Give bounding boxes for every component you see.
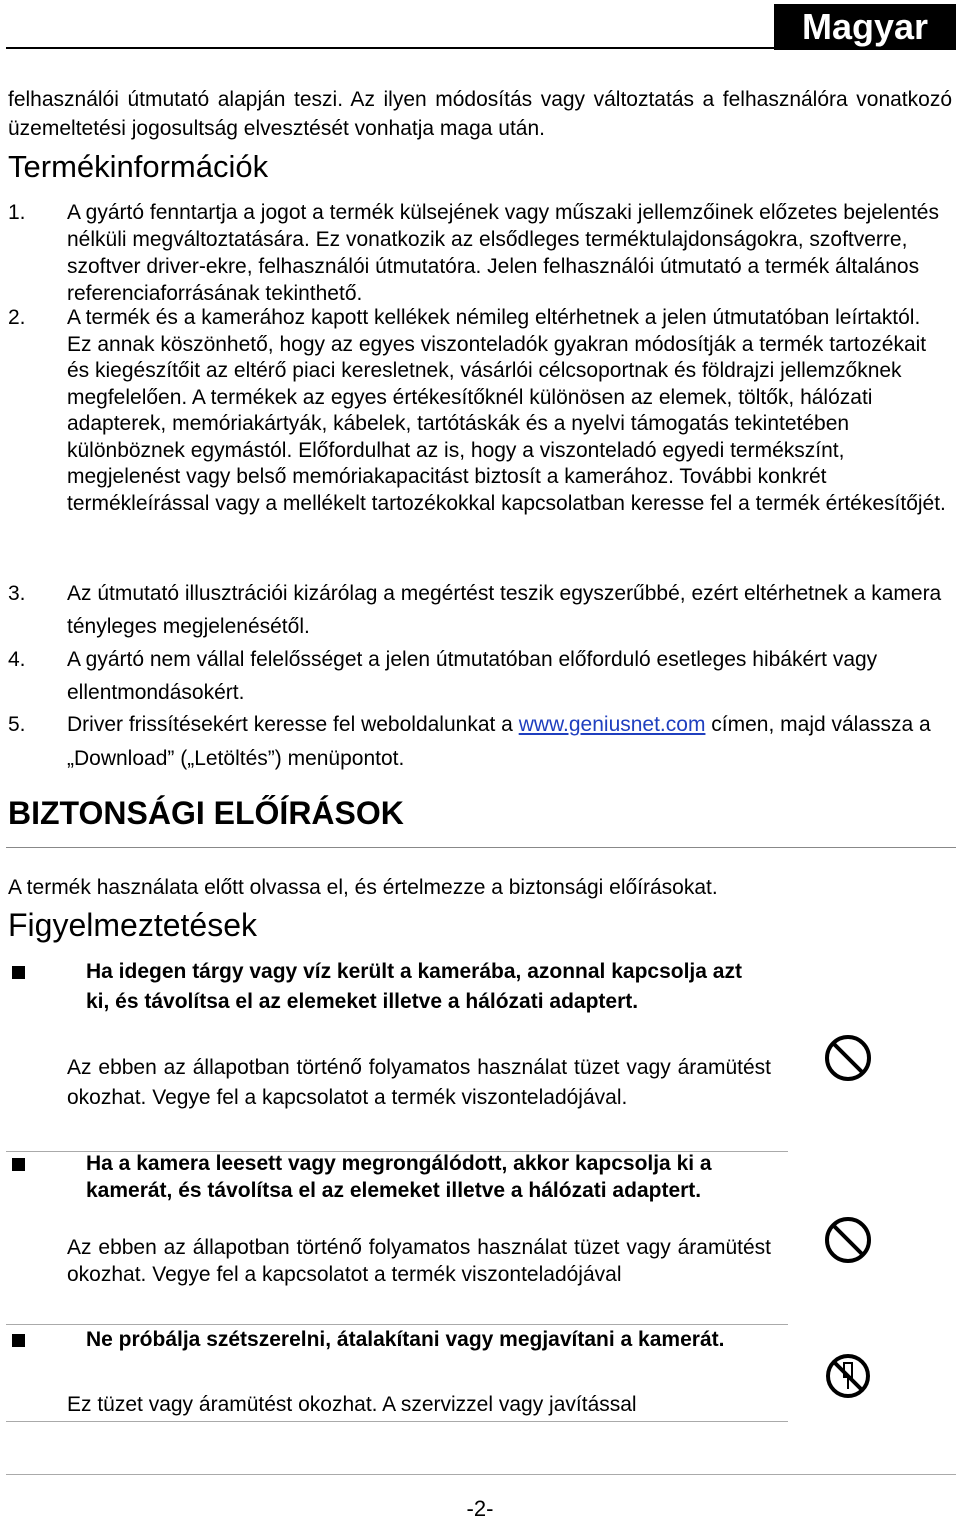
intro-paragraph: felhasználói útmutató alapján teszi. Az ilyen módosítás vagy változtatás a felhasználóra vonatkozó üzemeltetési jogosultság elvesztését vonhatja maga után. — [8, 88, 952, 140]
warning-3-description: Ez tüzet vagy áramütést okozhat. A szervizzel vagy javítással — [67, 1393, 637, 1416]
item-number: 3. — [8, 582, 26, 605]
product-info-item-3: Az útmutató illusztrációi kizárólag a megértést teszik egyszerűbbé, ezért eltérhetnek a kamera tényleges megjelenésétől. — [67, 582, 942, 638]
bullet-icon — [12, 1158, 25, 1171]
product-info-item-1: A gyártó fenntartja a jogot a termék külsejének vagy műszaki jellemzőinek előzetes bejelentés nélküli megváltoztatására. Ez vonatkozik az elsődleges terméktulajdonságokra, szoftverre, szoftver driver-ekre, felhasználói útmutatóra. Jelen felhasználói útmutató a termék általános referenciaforrásának tekinthető. — [67, 201, 939, 305]
warning-3-title: Ne próbálja szétszerelni, átalakítani vagy megjavítani a kamerát. — [86, 1328, 725, 1351]
safety-intro: A termék használata előtt olvassa el, és értelmezze a biztonsági előírásokat. — [8, 876, 718, 899]
page-number: -2- — [466, 1496, 494, 1521]
prohibited-icon — [822, 1214, 874, 1266]
warning-2-description: Az ebben az állapotban történő folyamatos használat tüzet vagy áramütést okozhat. Vegye fel a kapcsolatot a termék viszonteladójával — [67, 1236, 771, 1286]
no-disassembly-icon — [824, 1352, 872, 1400]
item-number: 1. — [8, 201, 26, 224]
item-number: 2. — [8, 306, 26, 329]
safety-heading: BIZTONSÁGI ELŐÍRÁSOK — [8, 795, 404, 831]
language-badge: Magyar — [774, 4, 956, 50]
website-link[interactable]: www.geniusnet.com — [518, 713, 706, 736]
item-number: 5. — [8, 713, 26, 736]
section-divider — [6, 847, 956, 848]
item-5-text-before: Driver frissítésekért keresse fel weboldalunkat a — [67, 713, 519, 736]
warning-1-title: Ha idegen tárgy vagy víz került a kamerába, azonnal kapcsolja azt ki, és távolítsa el az elemeket illetve a hálózati adaptert. — [86, 960, 742, 1013]
product-info-item-5 — [67, 708, 947, 776]
product-info-heading: Termékinformációk — [8, 149, 269, 184]
warnings-heading: Figyelmeztetések — [8, 907, 257, 943]
product-info-item-4: A gyártó nem vállal felelősséget a jelen útmutatóban előforduló esetleges hibákért vagy ellentmondásokért. — [67, 648, 878, 704]
product-info-item-2: A termék és a kamerához kapott kellékek némileg eltérhetnek a jelen útmutatóban leírtaktól. Ez annak köszönhető, hogy az egyes viszonteladók gyakran módosítják a termék tartozékait és kiegészítőit az eltérő piaci keresletnek, vásárlói célcsoportnak és földrajzi jellemzőknek megfelelően. A termékek az egyes értékesítőknél különösen az elemek, töltők, hálózati adapterek, memóriakártyák, kábelek, tartótáskák és a nyelvi támogatás tekintetében különböznek egymástól. Előfordulhat az is, hogy a viszonteladó egyedi termékszínt, megjelenést vagy belső memóriakapacitást biztosít a kamerához. További konkrét termékleírással vagy a mellékelt tartozékokkal kapcsolatban keresse fel a termék értékesítőjét. — [67, 306, 946, 515]
warning-1-description: Az ebben az állapotban történő folyamatos használat tüzet vagy áramütést okozhat. Vegye fel a kapcsolatot a termék viszonteladójával. — [67, 1056, 771, 1109]
item-number: 4. — [8, 648, 26, 671]
warning-2-title: Ha a kamera leesett vagy megrongálódott, akkor kapcsolja ki a kamerát, és távolítsa el az elemeket illetve a hálózati adaptert. — [86, 1152, 712, 1202]
prohibited-icon — [822, 1032, 874, 1084]
warning-divider — [6, 1421, 788, 1422]
bullet-icon — [12, 966, 25, 979]
item-5-text-after: címen, majd válassza a „Download” („Letöltés”) menüpontot. — [67, 713, 931, 770]
bullet-icon — [12, 1334, 25, 1347]
footer-rule — [6, 1474, 956, 1475]
